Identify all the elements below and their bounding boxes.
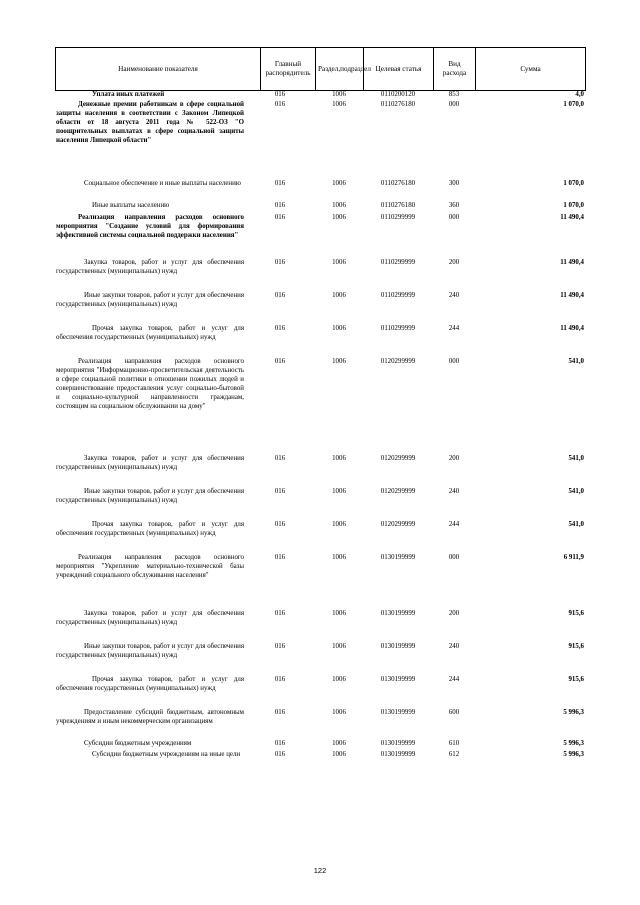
row-type: 360 <box>448 202 460 209</box>
table-row <box>55 520 585 553</box>
row-type: 000 <box>448 214 460 221</box>
row-admin: 016 <box>274 91 286 98</box>
row-type: 240 <box>448 488 460 495</box>
table-row <box>55 213 585 258</box>
row-name: Субсидии бюджетным учреждениям на иные цели <box>92 751 241 758</box>
row-admin: 016 <box>274 554 286 561</box>
row-target: 0120299999 <box>380 455 416 462</box>
table-row <box>55 291 585 324</box>
row-admin: 016 <box>274 709 286 716</box>
row-type: 244 <box>448 521 460 528</box>
row-target: 0110276180 <box>380 180 416 187</box>
row-sum: 541,0 <box>568 488 584 495</box>
row-target: 0130199999 <box>380 676 416 683</box>
table-row <box>55 258 585 291</box>
row-name: Иные выплаты населению <box>92 202 170 209</box>
row-name: Предоставление субсидий бюджетным, автономным учреждениям и иным некоммерческим организациям <box>56 709 244 725</box>
row-sum: 915,6 <box>568 610 584 617</box>
table-row <box>55 708 585 739</box>
row-sum: 5 996,3 <box>563 740 584 747</box>
row-section: 1006 <box>332 676 346 683</box>
row-sum: 11 490,4 <box>560 325 584 332</box>
table-row <box>55 739 585 750</box>
row-name: Закупка товаров, работ и услуг для обеспечения государственных (муниципальных) нужд <box>56 610 244 626</box>
table-row <box>55 100 585 179</box>
row-target: 0130199999 <box>380 740 416 747</box>
row-type: 000 <box>448 101 460 108</box>
row-sum: 915,6 <box>568 643 584 650</box>
row-section: 1006 <box>332 325 346 332</box>
row-section: 1006 <box>332 521 346 528</box>
row-sum: 1 070,0 <box>563 101 584 108</box>
header-section: Раздел,подраздел <box>316 48 364 91</box>
row-section: 1006 <box>332 292 346 299</box>
row-admin: 016 <box>274 325 286 332</box>
row-section: 1006 <box>332 180 346 187</box>
row-section: 1006 <box>332 643 346 650</box>
row-name: Уплата иных платежей <box>92 91 165 98</box>
row-type: 610 <box>448 740 460 747</box>
row-type: 240 <box>448 292 460 299</box>
table-row <box>55 324 585 357</box>
row-section: 1006 <box>332 214 346 221</box>
row-admin: 016 <box>274 180 286 187</box>
row-sum: 1 070,0 <box>563 180 584 187</box>
row-target: 0110299999 <box>380 292 416 299</box>
row-sum: 541,0 <box>568 358 584 365</box>
row-sum: 5 996,3 <box>563 709 584 716</box>
table-header <box>55 47 586 91</box>
row-sum: 541,0 <box>568 521 584 528</box>
row-name: Прочая закупка товаров, работ и услуг для обеспечения государственных (муниципальных) нужд <box>56 521 244 537</box>
row-sum: 541,0 <box>568 455 584 462</box>
row-admin: 016 <box>274 488 286 495</box>
row-admin: 016 <box>274 643 286 650</box>
row-sum: 1 070,0 <box>563 202 584 209</box>
table-row <box>55 90 585 100</box>
row-type: 300 <box>448 180 460 187</box>
row-target: 0130199999 <box>380 751 416 758</box>
table-row <box>55 201 585 213</box>
row-type: 244 <box>448 676 460 683</box>
row-type: 000 <box>448 554 460 561</box>
table-row <box>55 487 585 520</box>
row-target: 0110200120 <box>380 91 416 98</box>
row-target: 0130199999 <box>380 554 416 561</box>
row-sum: 11 490,4 <box>560 292 584 299</box>
table-row <box>55 179 585 201</box>
row-name: Иные закупки товаров, работ и услуг для обеспечения государственных (муниципальных) нужд <box>56 643 244 659</box>
row-target: 0110299999 <box>380 325 416 332</box>
row-section: 1006 <box>332 259 346 266</box>
table-row <box>55 357 585 454</box>
table-row <box>55 454 585 487</box>
header-name: Наименование показателя <box>56 48 261 91</box>
row-target: 0130199999 <box>380 643 416 650</box>
row-admin: 016 <box>274 610 286 617</box>
row-admin: 016 <box>274 358 286 365</box>
row-admin: 016 <box>274 214 286 221</box>
row-admin: 016 <box>274 455 286 462</box>
row-section: 1006 <box>332 488 346 495</box>
row-name: Закупка товаров, работ и услуг для обеспечения государственных (муниципальных) нужд <box>56 259 244 275</box>
row-section: 1006 <box>332 740 346 747</box>
row-admin: 016 <box>274 259 286 266</box>
row-admin: 016 <box>274 292 286 299</box>
row-target: 0120299999 <box>380 521 416 528</box>
header-type: Вид расхода <box>434 48 476 91</box>
row-name: Прочая закупка товаров, работ и услуг для обеспечения государственных (муниципальных) нужд <box>56 325 244 341</box>
row-name: Социальное обеспечение и иные выплаты населению <box>84 180 241 187</box>
row-section: 1006 <box>332 751 346 758</box>
row-name: Иные закупки товаров, работ и услуг для обеспечения государственных (муниципальных) нужд <box>56 488 244 504</box>
row-name: Реализация направления расходов основного мероприятия "Создание условий для формирования эффективной системы социальной поддержки населения" <box>56 214 244 239</box>
row-sum: 11 490,4 <box>560 259 584 266</box>
table-row <box>55 642 585 675</box>
row-admin: 016 <box>274 101 286 108</box>
row-name: Иные закупки товаров, работ и услуг для обеспечения государственных (муниципальных) нужд <box>56 292 244 308</box>
row-admin: 016 <box>274 521 286 528</box>
row-type: 244 <box>448 325 460 332</box>
row-target: 0120299999 <box>380 488 416 495</box>
row-section: 1006 <box>332 101 346 108</box>
row-section: 1006 <box>332 202 346 209</box>
row-type: 853 <box>448 91 460 98</box>
row-type: 200 <box>448 259 460 266</box>
row-name: Реализация направления расходов основного мероприятия "Укрепление материально-технической базы учреждений социального обслуживания населения" <box>56 554 244 579</box>
row-admin: 016 <box>274 202 286 209</box>
row-sum: 4,0 <box>575 91 584 98</box>
row-type: 000 <box>448 358 460 365</box>
table-row <box>55 553 585 609</box>
header-target: Целевая статья <box>364 48 434 91</box>
row-type: 200 <box>448 610 460 617</box>
table-row <box>55 609 585 642</box>
row-section: 1006 <box>332 610 346 617</box>
row-target: 0110276180 <box>380 101 416 108</box>
row-section: 1006 <box>332 709 346 716</box>
row-type: 200 <box>448 455 460 462</box>
row-target: 0110299999 <box>380 214 416 221</box>
budget-table <box>55 90 585 770</box>
row-name: Субсидии бюджетным учреждениям <box>84 740 192 747</box>
row-type: 600 <box>448 709 460 716</box>
row-target: 0110299999 <box>380 259 416 266</box>
row-admin: 016 <box>274 751 286 758</box>
row-sum: 5 996,3 <box>563 751 584 758</box>
row-target: 0110276180 <box>380 202 416 209</box>
row-target: 0120299999 <box>380 358 416 365</box>
row-name: Закупка товаров, работ и услуг для обеспечения государственных (муниципальных) нужд <box>56 455 244 471</box>
table-row <box>55 675 585 708</box>
row-admin: 016 <box>274 740 286 747</box>
header-sum: Сумма <box>476 48 586 91</box>
header-admin: Главный распорядитель <box>261 48 316 91</box>
row-sum: 915,6 <box>568 676 584 683</box>
row-sum: 6 911,9 <box>563 554 584 561</box>
row-section: 1006 <box>332 91 346 98</box>
row-target: 0130199999 <box>380 610 416 617</box>
row-name: Денежные премии работникам в сфере социальной защиты населения в соответствии с Законом Липецкой области от 18 августа 2011 года № 522-ОЗ "О поощрительных выплатах в сфере социальной защиты населения Липецкой области" <box>56 101 244 144</box>
row-section: 1006 <box>332 554 346 561</box>
row-section: 1006 <box>332 358 346 365</box>
row-type: 240 <box>448 643 460 650</box>
row-section: 1006 <box>332 455 346 462</box>
page-number: 122 <box>313 866 327 875</box>
row-admin: 016 <box>274 676 286 683</box>
row-name: Прочая закупка товаров, работ и услуг для обеспечения государственных (муниципальных) нужд <box>56 676 244 692</box>
row-name: Реализация направления расходов основного мероприятия "Информационно-просветительская деятельность в сфере социальной политики в отношении пожилых людей и совершенствование предоставления услуг социально-бытовой и социально-культурной направленности гражданам, состоящим на социальном обслуживании на дому" <box>56 358 244 410</box>
row-sum: 11 490,4 <box>560 214 584 221</box>
row-type: 612 <box>448 751 460 758</box>
row-target: 0130199999 <box>380 709 416 716</box>
table-row <box>55 750 585 770</box>
